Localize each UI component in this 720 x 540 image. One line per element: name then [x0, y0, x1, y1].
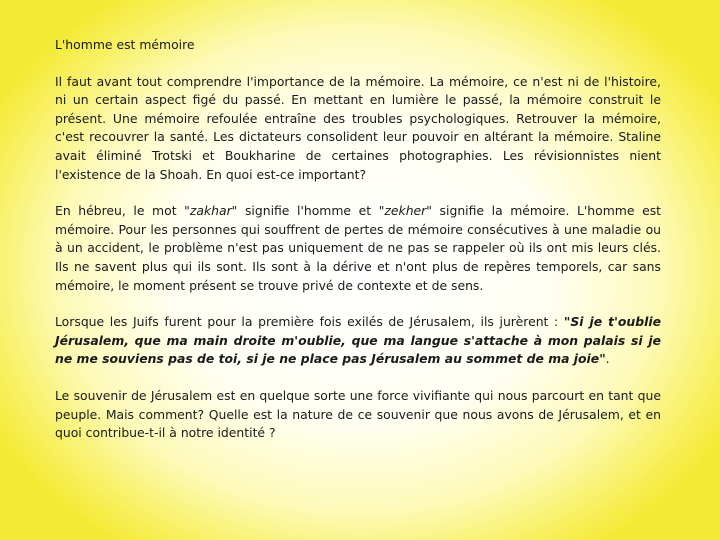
paragraph-text: . — [605, 351, 610, 367]
jerusalem-oath-quote: "Si je t'oublie Jérusalem, que ma main droite m'oublie, que ma langue s'attache à mon palais si je ne me souviens pas de toi, si je ne place pas Jérusalem au sommet de ma joie" — [55, 314, 661, 367]
slide-content — [55, 36, 661, 461]
paragraph-text: " signifie l'homme et " — [231, 203, 385, 219]
paragraph-text: Lorsque les Juifs furent pour la première fois exilés de Jérusalem, ils jurèrent : — [55, 314, 564, 330]
paragraph-text: En hébreu, le mot " — [55, 203, 190, 219]
paragraph-text: " signifie la mémoire. L'homme est mémoire. Pour les personnes qui souffrent de pertes de mémoire consécutives à une maladie ou à un accident, le problème n'est pas uniquement de ne pas se rappeler où ils ont mis leurs clés. Ils ne savent plus qui ils sont. Ils sont à la dérive et n'ont plus de repères temporels, car sans mémoire, le moment présent se trouve privé de contexte et de sens. — [55, 203, 662, 293]
hebrew-word-zakhar: zakhar — [189, 203, 232, 219]
slide-title: L'homme est mémoire — [55, 37, 195, 52]
paragraph-jerusalem-oath — [55, 313, 661, 369]
paragraph-jerusalem-memory: Le souvenir de Jérusalem est en quelque sorte une force vivifiante qui nous parcourt en tant que peuple. Mais comment? Quelle est la nature de ce souvenir que nous avons de Jérusalem, et en quoi contribue-t-il à notre identité ? — [55, 387, 661, 441]
hebrew-word-zekher: zekher — [384, 203, 427, 219]
paragraph-hebrew-words — [55, 202, 661, 295]
paragraph-memory-importance: Il faut avant tout comprendre l'importance de la mémoire. La mémoire, ce n'est ni de l'histoire, ni un certain aspect figé du passé. En mettant en lumière le passé, la mémoire construit le présent. Une mémoire refoulée entraîne des troubles psychologiques. Retrouver la mémoire, c'est recouvrer la santé. Les dictateurs consolident leur pouvoir en altérant la mémoire. Staline avait éliminé Trotski et Boukharine de certaines photographies. Les révisionnistes nient l'existence de la Shoah. En quoi est-ce important? — [55, 73, 661, 182]
